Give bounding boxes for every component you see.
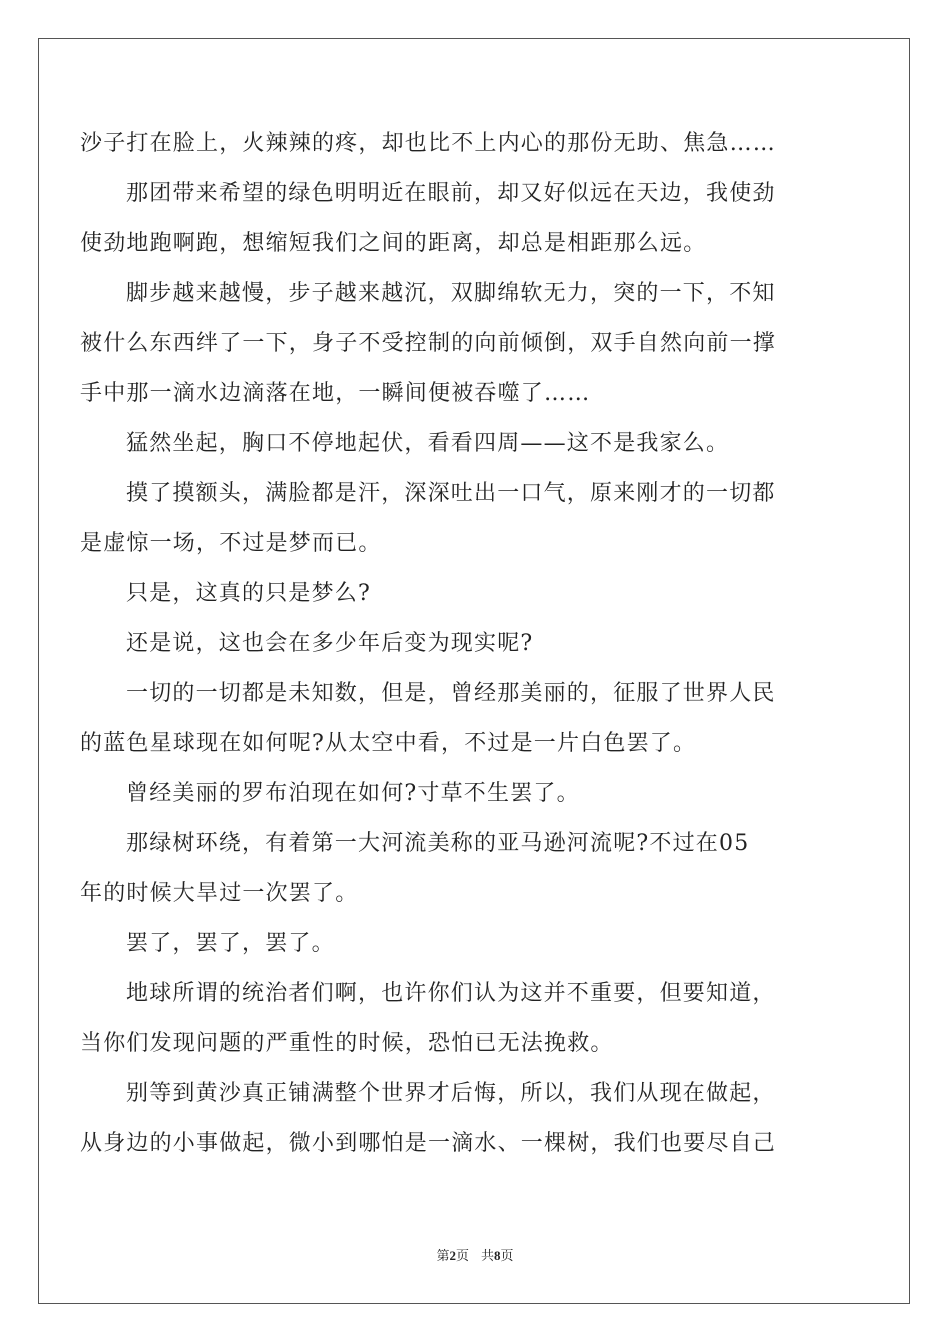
total-suffix: 页 <box>500 1249 514 1264</box>
text-line-13: 的蓝色星球现在如何呢?从太空中看，不过是一片白色罢了。 <box>80 731 697 756</box>
text-line-12: 一切的一切都是未知数，但是，曾经那美丽的，征服了世界人民 <box>126 681 776 706</box>
document-body <box>80 126 870 1176</box>
text-line-16: 年的时候大旱过一次罢了。 <box>80 881 359 906</box>
text-line-6: 手中那一滴水边滴落在地，一瞬间便被吞噬了…… <box>80 381 591 406</box>
text-line-17: 罢了，罢了，罢了。 <box>126 931 335 956</box>
text-line-9: 是虚惊一场，不过是梦而已。 <box>80 531 382 556</box>
text-line-7: 猛然坐起，胸口不停地起伏，看看四周——这不是我家么。 <box>126 431 730 456</box>
page-number: 2 <box>449 1248 456 1263</box>
total-prefix: 共 <box>481 1249 495 1264</box>
text-line-8: 摸了摸额头，满脸都是汗，深深吐出一口气，原来刚才的一切都 <box>126 481 776 506</box>
text-line-19: 当你们发现问题的严重性的时候，恐怕已无法挽救。 <box>80 1031 614 1056</box>
page-suffix: 页 <box>455 1249 469 1264</box>
total-pages: 8 <box>494 1248 501 1263</box>
page-footer <box>0 1246 950 1267</box>
page-prefix: 第 <box>436 1249 450 1264</box>
text-line-18: 地球所谓的统治者们啊，也许你们认为这并不重要，但要知道， <box>126 981 776 1006</box>
text-line-3: 使劲地跑啊跑，想缩短我们之间的距离，却总是相距那么远。 <box>80 231 707 256</box>
text-line-5: 被什么东西绊了一下，身子不受控制的向前倾倒，双手自然向前一撑 <box>80 331 777 356</box>
text-line-15: 那绿树环绕，有着第一大河流美称的亚马逊河流呢?不过在05 <box>126 831 750 856</box>
text-line-11: 还是说，这也会在多少年后变为现实呢? <box>126 631 534 656</box>
text-line-20: 别等到黄沙真正铺满整个世界才后悔，所以，我们从现在做起， <box>126 1081 776 1106</box>
text-line-21: 从身边的小事做起，微小到哪怕是一滴水、一棵树，我们也要尽自己 <box>80 1131 777 1156</box>
text-line-10: 只是，这真的只是梦么? <box>126 581 371 606</box>
text-line-4: 脚步越来越慢，步子越来越沉，双脚绵软无力，突的一下，不知 <box>126 281 776 306</box>
text-line-1: 沙子打在脸上，火辣辣的疼，却也比不上内心的那份无助、焦急…… <box>80 131 777 156</box>
text-line-14: 曾经美丽的罗布泊现在如何?寸草不生罢了。 <box>126 781 580 806</box>
text-line-2: 那团带来希望的绿色明明近在眼前，却又好似远在天边，我使劲 <box>126 181 776 206</box>
